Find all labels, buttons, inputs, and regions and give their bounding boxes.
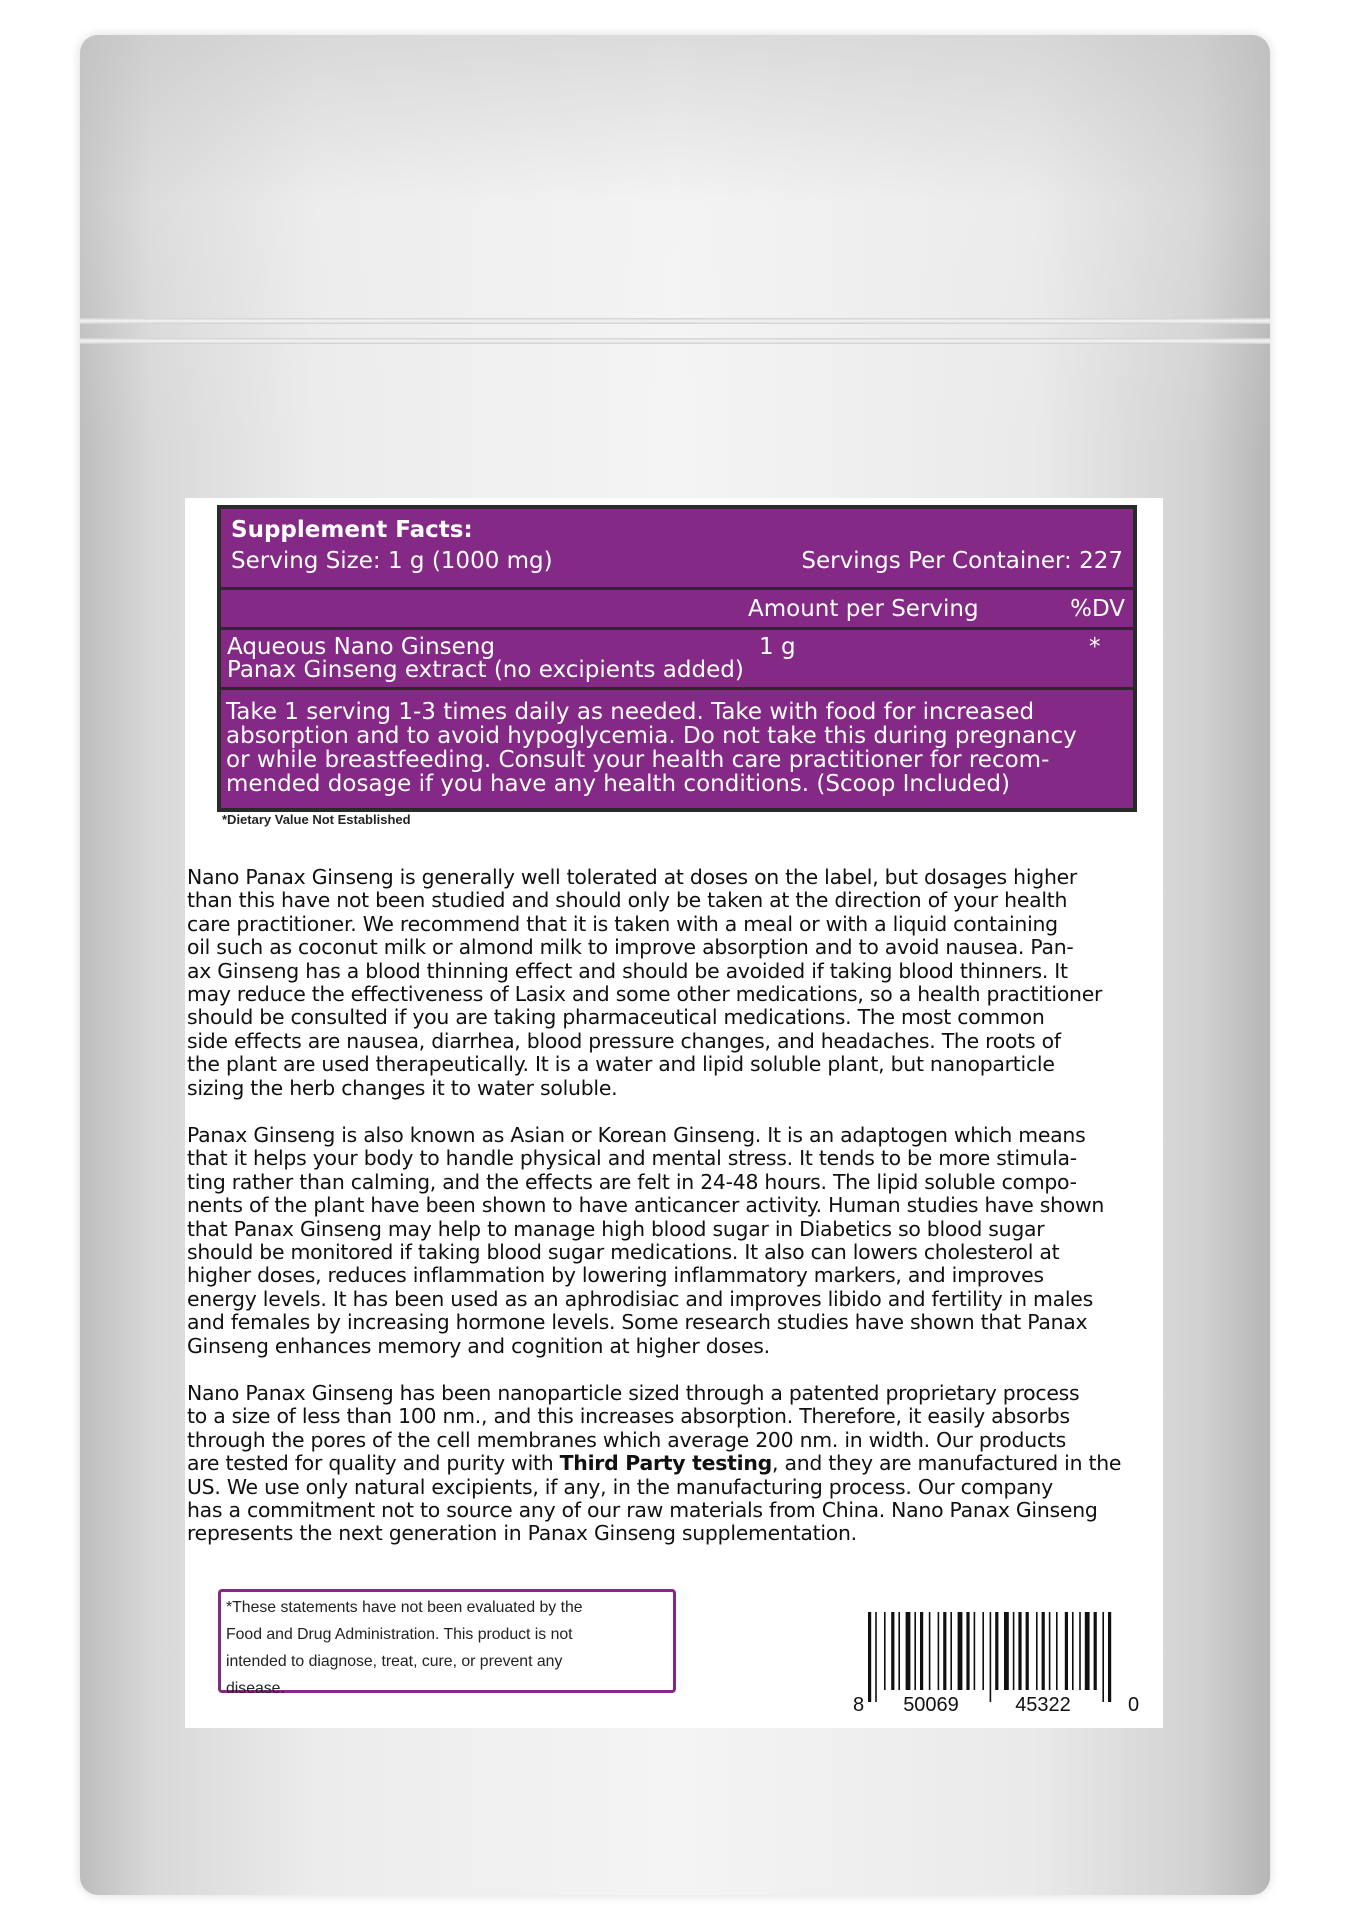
barcode-bar: [875, 1612, 877, 1702]
serving-size: Serving Size: 1 g (1000 mg): [231, 548, 553, 574]
barcode-bar: [906, 1612, 911, 1690]
nanoparticle-paragraph: [187, 1382, 1162, 1546]
supplement-facts-panel: [217, 505, 1137, 812]
benefits-paragraph: [187, 1124, 1162, 1358]
barcode-bar: [1004, 1612, 1009, 1690]
barcode-bar: [1049, 1612, 1051, 1690]
barcode-bar: [914, 1612, 916, 1690]
barcode-bar: [884, 1612, 886, 1690]
directions-row: [221, 690, 1133, 808]
paragraph-line: oil such as coconut milk or almond milk to improve absorption and to avoid nausea. Pan-: [187, 935, 1074, 960]
barcode-bar: [995, 1612, 998, 1690]
paragraph-line: [187, 1452, 1162, 1475]
barcode-bar: [1085, 1612, 1090, 1690]
paragraph-line: that Panax Ginseng may help to manage high blood sugar in Diabetics so blood sugar: [187, 1216, 1045, 1241]
paragraph-line: care practitioner. We recommend that it is taken with a meal or with a liquid containing: [187, 911, 1058, 936]
barcode-bar: [1094, 1612, 1097, 1690]
ingredient-name: Aqueous Nano Ginseng: [227, 634, 495, 660]
upc-barcode: [850, 1610, 1150, 1715]
paragraph-line: US. We use only natural excipients, if any, in the manufacturing process. Our company: [187, 1474, 1053, 1499]
barcode-bar: [868, 1612, 871, 1702]
paragraph-line: Nano Panax Ginseng is generally well tolerated at doses on the label, but dosages higher: [187, 865, 1078, 889]
paragraph-line: has a commitment not to source any of our raw materials from China. Nano Panax Ginseng: [187, 1498, 1098, 1523]
paragraph-line: Ginseng enhances memory and cognition at higher doses.: [187, 1333, 770, 1358]
ingredient-row: [221, 630, 1133, 690]
paragraph-line: energy levels. It has been used as an aphrodisiac and improves libido and fertility in males: [187, 1286, 1093, 1311]
barcode-bar: [1026, 1612, 1029, 1690]
paragraph-line: side effects are nausea, diarrhea, blood pressure changes, and headaches. The roots of: [187, 1028, 1061, 1053]
paragraph-line: to a size of less than 100 nm., and this increases absorption. Therefore, it easily absorbs: [187, 1404, 1070, 1429]
dietary-value-note: *Dietary Value Not Established: [222, 812, 411, 827]
disclaimer-line: intended to diagnose, treat, cure, or prevent any: [226, 1653, 563, 1670]
barcode-bar: [1102, 1612, 1104, 1702]
disclaimer-line: *These statements have not been evaluated by the: [226, 1599, 583, 1616]
paragraph-line: than this have not been studied and should only be taken at the direction of your health: [187, 888, 1068, 913]
paragraph-line: ting rather than calming, and the effects are felt in 24-48 hours. The lipid soluble compo-: [187, 1169, 1077, 1194]
amount-per-serving-header: Amount per Serving: [748, 596, 979, 622]
pouch-top-sheen: [80, 35, 1270, 455]
paragraph-line: ax Ginseng has a blood thinning effect and should be avoided if taking blood thinners. It: [187, 958, 1068, 983]
paragraph-line: higher doses, reduces inflammation by lowering inflammatory markers, and improves: [187, 1263, 1044, 1288]
facts-column-header-row: [221, 590, 1133, 630]
ingredient-dv: *: [1089, 634, 1101, 660]
paragraph-line: may reduce the effectiveness of Lasix and some other medications, so a health practitioner: [187, 982, 1103, 1007]
paragraph-line: nents of the plant have been shown to have anticancer activity. Human studies have shown: [187, 1193, 1105, 1218]
barcode-bar: [1042, 1612, 1045, 1690]
paragraph-line: through the pores of the cell membranes which average 200 nm. in width. Our products: [187, 1427, 1066, 1452]
facts-heading: Supplement Facts:: [231, 517, 473, 543]
usage-paragraph: [187, 866, 1162, 1100]
third-party-testing-text: Third Party testing: [559, 1451, 772, 1476]
directions-line: mended dosage if you have any health conditions. (Scoop Included): [226, 771, 1010, 797]
ingredient-amount: 1 g: [759, 634, 796, 660]
zip-seal-line: [80, 338, 1270, 344]
directions-line: or while breastfeeding. Consult your health care practitioner for recom-: [226, 747, 1050, 773]
paragraph-line: should be monitored if taking blood sugar medications. It also can lowers cholesterol at: [187, 1240, 1060, 1265]
text-segment: , and they are manufactured in the: [771, 1451, 1122, 1476]
paragraph-line: and females by increasing hormone levels. Some research studies have shown that Panax: [187, 1310, 1088, 1335]
dv-header: %DV: [1070, 596, 1125, 622]
barcode-bar: [938, 1612, 940, 1690]
barcode-bar: [966, 1612, 969, 1690]
paragraph-line: represents the next generation in Panax Ginseng supplementation.: [187, 1521, 857, 1546]
barcode-digits-right: 45322: [1015, 1694, 1071, 1715]
paragraph-line: sizing the herb changes it to water soluble.: [187, 1075, 618, 1100]
barcode-bar: [982, 1612, 984, 1690]
disclaimer-line: Food and Drug Administration. This product is not: [226, 1626, 573, 1643]
barcode-bar: [1013, 1612, 1015, 1690]
text-segment: are tested for quality and purity with: [187, 1451, 560, 1476]
paragraph-line: should be consulted if you are taking pharmaceutical medications. The most common: [187, 1005, 1045, 1030]
zip-seal-line: [80, 318, 1270, 324]
servings-per-container: Servings Per Container: 227: [801, 548, 1123, 574]
fda-disclaimer-box: [218, 1589, 676, 1697]
barcode-bar: [950, 1612, 952, 1690]
barcode-bar: [1056, 1612, 1058, 1690]
barcode-bar: [1065, 1612, 1068, 1690]
barcode-digit-last: 0: [1128, 1694, 1140, 1715]
barcode-bar: [891, 1612, 894, 1690]
barcode-bar: [1036, 1612, 1038, 1690]
barcode-bar: [958, 1612, 963, 1690]
barcode-bar: [990, 1612, 992, 1702]
paragraph-line: Panax Ginseng is also known as Asian or Korean Ginseng. It is an adaptogen which means: [187, 1123, 1086, 1147]
directions-line: absorption and to avoid hypoglycemia. Do not take this during pregnancy: [226, 723, 1077, 749]
disclaimer-line: disease.: [226, 1680, 285, 1697]
paragraph-line: the plant are used therapeutically. It is a water and lipid soluble plant, but nanoparticle: [187, 1052, 1055, 1077]
paragraph-line: that it helps your body to handle physical and mental stress. It tends to be more stimula-: [187, 1146, 1077, 1171]
paragraph-line: Nano Panax Ginseng has been nanoparticle sized through a patented proprietary process: [187, 1381, 1080, 1405]
barcode-bars: [868, 1612, 1111, 1702]
barcode-bar: [1108, 1612, 1111, 1702]
ingredient-description: Panax Ginseng extract (no excipients added): [227, 657, 744, 683]
barcode-digit-first: 8: [853, 1694, 865, 1715]
barcode-bar: [1018, 1612, 1021, 1690]
barcode-bar: [898, 1612, 900, 1690]
barcode-bar: [920, 1612, 923, 1690]
directions-line: Take 1 serving 1-3 times daily as needed. Take with food for increased: [226, 699, 1035, 725]
barcode-bar: [1072, 1612, 1074, 1690]
barcode-bar: [974, 1612, 976, 1690]
barcode-bar: [1079, 1612, 1081, 1690]
facts-header-row: [221, 509, 1133, 590]
barcode-bar: [943, 1612, 946, 1690]
barcode-bar: [929, 1612, 931, 1690]
barcode-digits-left: 50069: [903, 1694, 959, 1715]
